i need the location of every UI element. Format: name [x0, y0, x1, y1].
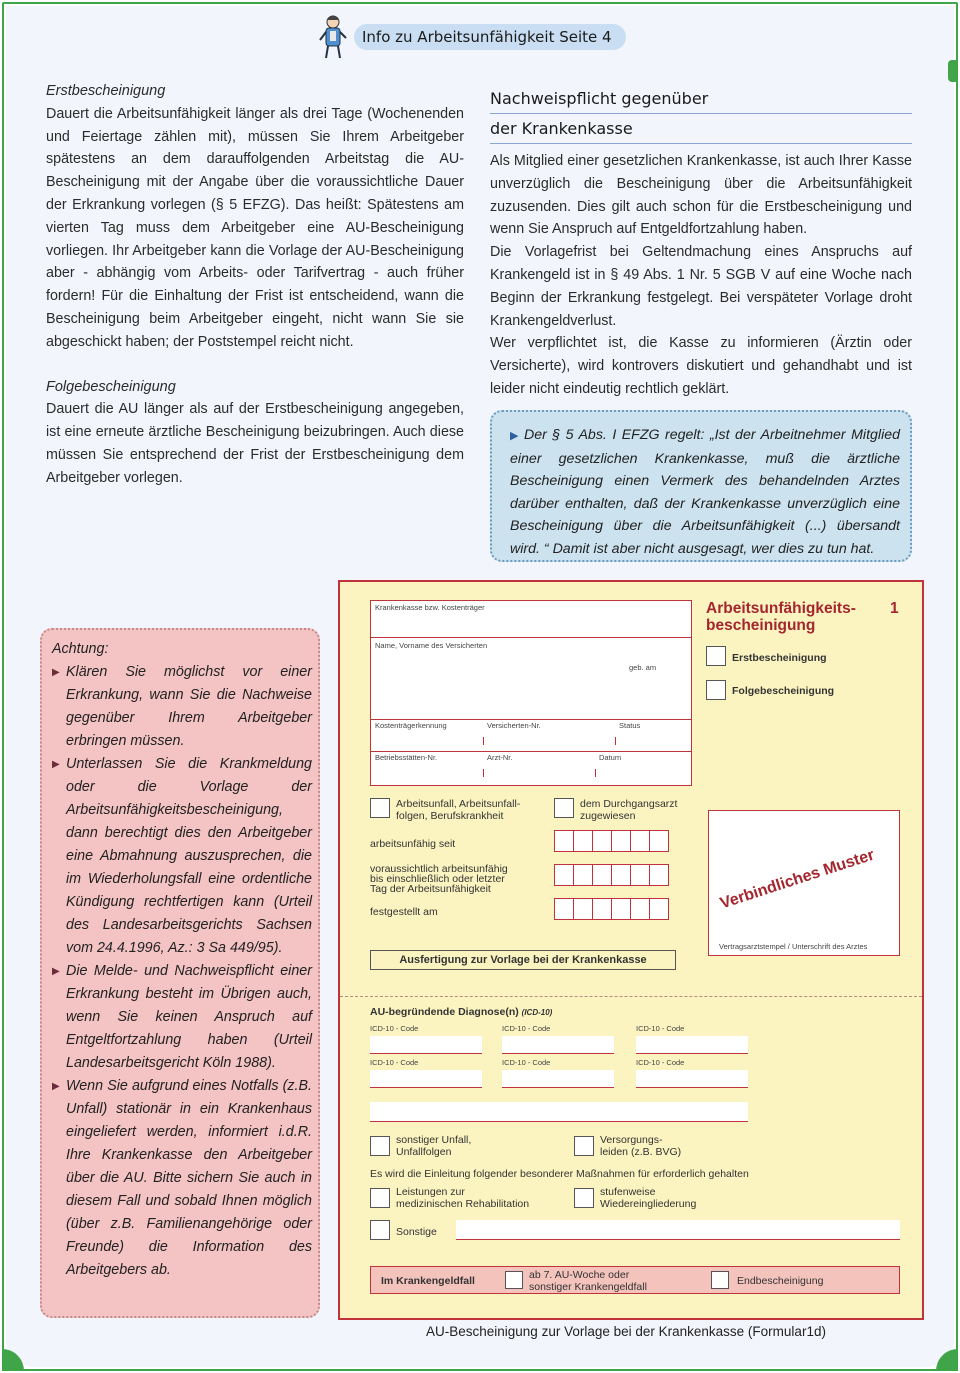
diagnosis-text-field[interactable]: [370, 1102, 748, 1122]
divider: [483, 769, 484, 777]
icd-field[interactable]: [370, 1036, 482, 1054]
section-text-follow-certificate: Dauert die AU länger als auf der Erstbescheinigung angegeben, ist eine erneute ärztliche Bescheinigung beizubringen. Auch diese müssen Sie entsprechend der Frist der Erstbescheinigung dem Arbeitgeber vorlegen.: [46, 401, 464, 486]
checkbox-pension-suffering[interactable]: [574, 1136, 594, 1156]
icd-field[interactable]: [502, 1036, 614, 1054]
arrow-icon: ▶: [52, 759, 60, 770]
right-column: [490, 84, 912, 401]
field-label: Name, Vorname des Versicherten: [375, 641, 488, 650]
field-label: Krankenkasse bzw. Kostenträger: [375, 603, 485, 612]
checkbox-label: dem Durchgangsarzt zugewiesen: [580, 798, 678, 822]
checkbox-label: Sonstige: [396, 1226, 437, 1238]
field-label: Betriebsstätten-Nr.: [375, 753, 438, 762]
paragraph: Als Mitglied einer gesetzlichen Krankenkasse, ist auch Ihrer Kasse unverzüglich die Bescheinigung über die Arbeitsunfähigkeit zuzusenden. Dies gilt auch schon für die Erstbescheinigung und wenn Sie Anspruch auf Entgeldfortzahlung haben.: [490, 153, 912, 238]
field-label: Kostenträgerkennung: [375, 721, 447, 730]
arrow-icon: ▶: [52, 966, 60, 977]
checkbox-transit-doctor[interactable]: [554, 798, 574, 818]
checkbox-label: stufenweise Wiedereingliederung: [600, 1186, 697, 1210]
divider: [340, 996, 922, 997]
other-measures-field[interactable]: [456, 1220, 900, 1240]
sick-pay-label: Im Krankengeldfall: [381, 1275, 475, 1287]
field-label: Datum: [599, 753, 622, 762]
list-item: ▶ Klären Sie möglichst vor einer Erkrankung, wann Sie die Nachweise gegenüber Ihrem Arbeitgeber erbringen müssen.: [52, 661, 312, 753]
icd-field[interactable]: [502, 1070, 614, 1088]
divider: [371, 637, 691, 638]
checkbox-label: Versorgungs- leiden (z.B. BVG): [600, 1134, 682, 1158]
checkbox-week7[interactable]: [505, 1271, 523, 1289]
field-label: ICD-10 - Code: [502, 1024, 551, 1033]
form-title: Arbeitsunfähigkeits- bescheinigung: [706, 600, 856, 634]
form-caption: AU-Bescheinigung zur Vorlage bei der Krankenkasse (Formular1d): [426, 1324, 826, 1339]
section-heading-health-insurance: Nachweispflicht gegenüber: [490, 84, 912, 114]
left-column: [46, 80, 464, 512]
arrow-icon: ▶: [52, 1081, 60, 1092]
measures-text: Es wird die Einleitung folgender besonderer Maßnahmen für erforderlich gehalten: [370, 1168, 749, 1180]
corner-decoration: [948, 60, 956, 82]
field-label: voraussichtlich arbeitsunfähig bis einschließlich oder letzter Tag der Arbeitsunfähigkeit: [370, 863, 508, 895]
list-item: ▶ Wenn Sie aufgrund eines Notfalls (z.B. Unfall) stationär in ein Krankenhaus eingeliefert werden, informiert i.d.R. Ihre Krankenkasse den Arbeitgeber über die AU. Bitte sichern Sie auch in diesem Fall und sobald Ihnen möglich (über z.B. Familienangehörige oder Freunde) die Information des Arbeitgebers ab.: [52, 1075, 312, 1282]
field-label: ICD-10 - Code: [370, 1058, 419, 1067]
arrow-icon: ▶: [510, 430, 520, 442]
field-label: ICD-10 - Code: [370, 1024, 419, 1033]
warning-title: Achtung:: [52, 641, 109, 657]
list-item: ▶ Unterlassen Sie die Krankmeldung oder die Vorlage der Arbeitsunfähigkeitsbescheinigung, dann berechtigt dies den Arbeitgeber eine Abmahnung auszusprechen, die im Wiederholungsfall eine ordentliche Kündigung rechtfertigen kann (Urteil des Landesarbeitsgerichts Sachsen vom 24.4.1996, Az.: 3 Sa 449/95).: [52, 753, 312, 960]
checkbox-label: Leistungen zur medizinischen Rehabilitation: [396, 1186, 530, 1210]
field-label: Arzt-Nr.: [487, 753, 513, 762]
form-number: 1: [890, 600, 899, 617]
field-label: ICD-10 - Code: [636, 1058, 685, 1067]
warning-box: [40, 628, 320, 1318]
checkbox-label: Erstbescheinigung: [732, 652, 827, 664]
checkbox-first-certificate[interactable]: [706, 646, 726, 666]
copy-for-insurer-label: Ausfertigung zur Vorlage bei der Krankenkasse: [370, 950, 676, 970]
date-field-determined-on[interactable]: [554, 898, 668, 920]
sick-pay-box: [370, 1266, 900, 1294]
checkbox-final-certificate[interactable]: [711, 1271, 729, 1289]
page-title: Info zu Arbeitsunfähigkeit Seite 4: [354, 24, 626, 50]
checkbox-label: Endbescheinigung: [737, 1275, 824, 1287]
date-field-unfit-until[interactable]: [554, 864, 668, 886]
checkbox-label: Folgebescheinigung: [732, 685, 835, 697]
field-label: Versicherten-Nr.: [487, 721, 541, 730]
field-label: geb. am: [629, 663, 657, 672]
diagnosis-heading: AU-begründende Diagnose(n) (ICD-10): [370, 1006, 553, 1018]
doctor-stamp-box: [708, 810, 900, 956]
icd-field[interactable]: [636, 1070, 748, 1088]
section-heading-first-certificate: Erstbescheinigung: [46, 83, 166, 99]
checkbox-gradual-reintegration[interactable]: [574, 1188, 594, 1208]
page-header: [316, 14, 626, 60]
sick-note-form: [338, 580, 924, 1320]
paragraph: Wer verpflichtet ist, die Kasse zu informieren (Ärztin oder Versicherte), wird kontrovers diskutiert und gehandhabt und ist leider nicht eindeutig rechtlich geklärt.: [490, 335, 912, 397]
date-field-unfit-since[interactable]: [554, 830, 668, 852]
legal-quote-text: Der § 5 Abs. I EFZG regelt: „Ist der Arbeitnehmer Mitglied einer gesetzlichen Krankenkasse, muß die ärztliche Bescheinigung einen Vermerk des behandelnden Arztes darüber enthalten, daß der Krankenkasse unverzüglich eine Bescheinigung über die Arbeitsunfähigkeit (...) übersandt wird. “ Damit ist aber nicht ausgesagt, wer dies zu tun hat.: [510, 427, 900, 557]
section-heading-follow-certificate: Folgebescheinigung: [46, 378, 176, 395]
icd-field[interactable]: [370, 1070, 482, 1088]
divider: [371, 719, 691, 720]
checkbox-follow-certificate[interactable]: [706, 680, 726, 700]
list-item: ▶ Die Melde- und Nachweispflicht einer Erkrankung besteht im Übrigen auch, wenn Sie keinen Anspruch auf Entgeltfortzahlung haben (Urteil Landesarbeitsgericht Köln 1988).: [52, 960, 312, 1075]
checkbox-other-accident[interactable]: [370, 1136, 390, 1156]
divider: [371, 751, 691, 752]
field-label: festgestellt am: [370, 906, 438, 918]
checkbox-label: ab 7. AU-Woche oder sonstiger Krankengeldfall: [529, 1269, 647, 1293]
field-label: Status: [619, 721, 641, 730]
divider: [615, 737, 616, 745]
divider: [595, 769, 596, 777]
field-label: arbeitsunfähig seit: [370, 838, 456, 850]
mascot-icon: [316, 14, 350, 60]
divider: [483, 737, 484, 745]
checkbox-other[interactable]: [370, 1220, 390, 1240]
checkbox-rehab[interactable]: [370, 1188, 390, 1208]
section-heading-health-insurance-line2: der Krankenkasse: [490, 114, 912, 144]
field-label: Vertragsarztstempel / Unterschrift des Arztes: [719, 942, 868, 951]
field-label: ICD-10 - Code: [502, 1058, 551, 1067]
checkbox-label: Arbeitsunfall, Arbeitsunfall- folgen, Berufskrankheit: [396, 798, 521, 822]
field-label: ICD-10 - Code: [636, 1024, 685, 1033]
legal-quote-box: [490, 410, 912, 562]
warning-list: [52, 661, 312, 1282]
arrow-icon: ▶: [52, 667, 60, 678]
sample-watermark: Verbindliches Muster: [718, 846, 877, 913]
paragraph: Die Vorlagefrist bei Geltendmachung eines Anspruchs auf Krankengeld ist in § 49 Abs. 1 Nr. 5 SGB V auf eine Woche nach Beginn der Erkrankung festgelegt. Bei verspäteter Vorlage droht Krankengeldverlust.: [490, 244, 912, 329]
checkbox-label: sonstiger Unfall, Unfallfolgen: [396, 1134, 472, 1158]
checkbox-work-accident[interactable]: [370, 798, 390, 818]
insured-person-box: [370, 600, 692, 786]
icd-field[interactable]: [636, 1036, 748, 1054]
section-text-first-certificate: Dauert die Arbeitsunfähigkeit länger als drei Tage (Wochenenden und Feiertage zählen mit), müssen Sie Ihrem Arbeitgeber spätestens an dem darauffolgenden Arbeitstag die AU-Bescheinigung mit der Angabe über die voraussichtliche Dauer der Erkrankung vorlegen (§ 5 EFZG). Das heißt: Spätestens am vierten Tag muss dem Arbeitgeber eine AU-Bescheinigung vorliegen. Ihr Arbeitgeber kann die Vorlage der AU-Bescheinigung aber - abhängig vom Arbeits- oder Tarifvertrag - auch früher fordern! Für die Einhaltung der Frist ist entscheidend, wann die Bescheinigung beim Arbeitgeber eingeht, nicht wann Sie sie abgeschickt haben; der Poststempel reicht nicht.: [46, 105, 464, 350]
